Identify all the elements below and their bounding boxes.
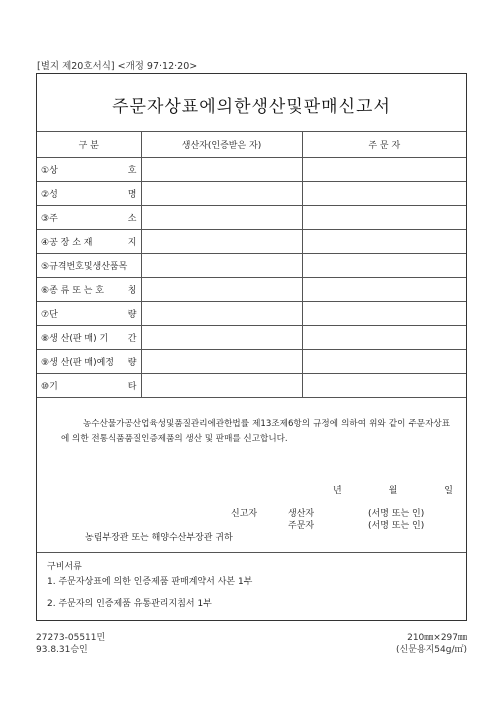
producer-sign-note: (서명 또는 인) — [368, 509, 425, 519]
required-doc-item: 1. 주문자상표에 의한 인증제품 판매계약서 사본 1부 — [47, 577, 253, 587]
header-producer: 생산자(인증받은 자) — [141, 132, 302, 158]
row-label — [37, 254, 141, 278]
row-label-left: ⑦ — [41, 310, 50, 320]
recipient: 농림부장관 또는 해양수산부장관 귀하 — [85, 533, 233, 543]
header-orderer: 주 문 자 — [302, 132, 466, 158]
row-label — [37, 326, 141, 350]
row-label — [37, 206, 141, 230]
paper-type: (신문용지54g/㎡) — [396, 645, 467, 655]
producer-field[interactable] — [141, 350, 302, 374]
row-label-left: ⑩ — [41, 382, 50, 392]
producer-field[interactable] — [141, 278, 302, 302]
orderer-field[interactable] — [302, 230, 466, 254]
table-row — [37, 326, 466, 350]
row-label-left: ⑨ — [41, 358, 50, 368]
orderer-field[interactable] — [302, 206, 466, 230]
date-line — [333, 483, 453, 496]
orderer-field[interactable] — [302, 158, 466, 182]
row-label-text: 규격번호및생산품목 — [49, 262, 128, 272]
required-docs-title: 구비서류 — [47, 562, 82, 572]
info-table — [37, 131, 466, 398]
form-number: [별지 제20호서식] <개정 97·12·20> — [37, 61, 198, 72]
reporter-label: 신고자 — [231, 509, 258, 519]
table-row — [37, 350, 466, 374]
date-month: 월 — [388, 486, 398, 496]
row-label-left: ⑧ — [41, 334, 50, 344]
row-label-right: 타 — [127, 382, 137, 392]
table-row — [37, 158, 466, 182]
table-row — [37, 206, 466, 230]
producer-field[interactable] — [141, 230, 302, 254]
table-row — [37, 182, 466, 206]
row-label — [37, 374, 141, 398]
orderer-field[interactable] — [302, 182, 466, 206]
row-label-text: 생 산(판 매)예정 — [49, 358, 114, 368]
row-label-left: ④ — [41, 238, 50, 248]
row-label-left: ⑥ — [41, 286, 50, 296]
row-label-text: 상 — [49, 166, 58, 176]
producer-field[interactable] — [141, 158, 302, 182]
producer-field[interactable] — [141, 302, 302, 326]
table-row — [37, 302, 466, 326]
row-label-text: 주 — [49, 214, 58, 224]
row-label-text: 성 — [49, 190, 58, 200]
producer-field[interactable] — [141, 254, 302, 278]
row-label-text: 생 산(판 매) 기 — [49, 334, 109, 344]
orderer-label: 주문자 — [288, 521, 315, 531]
row-label — [37, 230, 141, 254]
producer-field[interactable] — [141, 374, 302, 398]
row-label-right: 량 — [127, 358, 137, 368]
required-docs — [37, 552, 466, 609]
producer-field[interactable] — [141, 182, 302, 206]
row-label-right: 칭 — [127, 286, 137, 296]
row-label-left: ③ — [41, 214, 50, 224]
paper-size: 210㎜×297㎜ — [407, 633, 467, 643]
orderer-field[interactable] — [302, 350, 466, 374]
row-label-text: 공 장 소 재 — [49, 238, 93, 248]
row-label — [37, 182, 141, 206]
row-label-text: 단 — [49, 310, 58, 320]
table-row — [37, 230, 466, 254]
orderer-field[interactable] — [302, 374, 466, 398]
row-label-right: 명 — [127, 190, 137, 200]
row-label-left: ② — [41, 190, 50, 200]
producer-label: 생산자 — [288, 509, 315, 519]
row-label-right: 소 — [127, 214, 137, 224]
row-label-right: 지 — [127, 238, 137, 248]
table-header-row — [37, 132, 466, 158]
table-row — [37, 278, 466, 302]
orderer-sign-note: (서명 또는 인) — [368, 521, 425, 531]
approval-date: 93.8.31승인 — [36, 645, 88, 655]
row-label — [37, 350, 141, 374]
form-code: 27273-05511민 — [36, 633, 106, 643]
producer-field[interactable] — [141, 206, 302, 230]
orderer-field[interactable] — [302, 278, 466, 302]
orderer-field[interactable] — [302, 326, 466, 350]
row-label-left: ① — [41, 166, 50, 176]
form-title: 주문자상표에의한생산및판매신고서 — [112, 97, 391, 117]
row-label — [37, 278, 141, 302]
table-row — [37, 254, 466, 278]
row-label — [37, 158, 141, 182]
header-category: 구 분 — [37, 132, 141, 158]
table-row — [37, 374, 466, 398]
row-label-text: 기 — [49, 382, 58, 392]
row-label-right: 간 — [127, 334, 137, 344]
row-label-right: 호 — [127, 166, 137, 176]
date-year: 년 — [333, 486, 342, 496]
row-label-text: 종 류 또 는 호 — [49, 286, 104, 296]
row-label — [37, 302, 141, 326]
required-doc-item: 2. 주문자의 인증제품 유통관리지침서 1부 — [47, 599, 212, 609]
declaration-text: 농수산물가공산업육성및품질관리에관한법률 제13조제6항의 규정에 의하여 위와 같이 주문자상표에 의한 전통식품품질인증제품의 생산 및 판매를 신고합니다. — [61, 419, 450, 444]
row-label-right: 량 — [127, 310, 137, 320]
orderer-field[interactable] — [302, 254, 466, 278]
orderer-field[interactable] — [302, 302, 466, 326]
form-frame — [36, 73, 467, 621]
row-label-left: ⑤ — [41, 262, 50, 272]
producer-field[interactable] — [141, 326, 302, 350]
date-day: 일 — [444, 486, 453, 496]
